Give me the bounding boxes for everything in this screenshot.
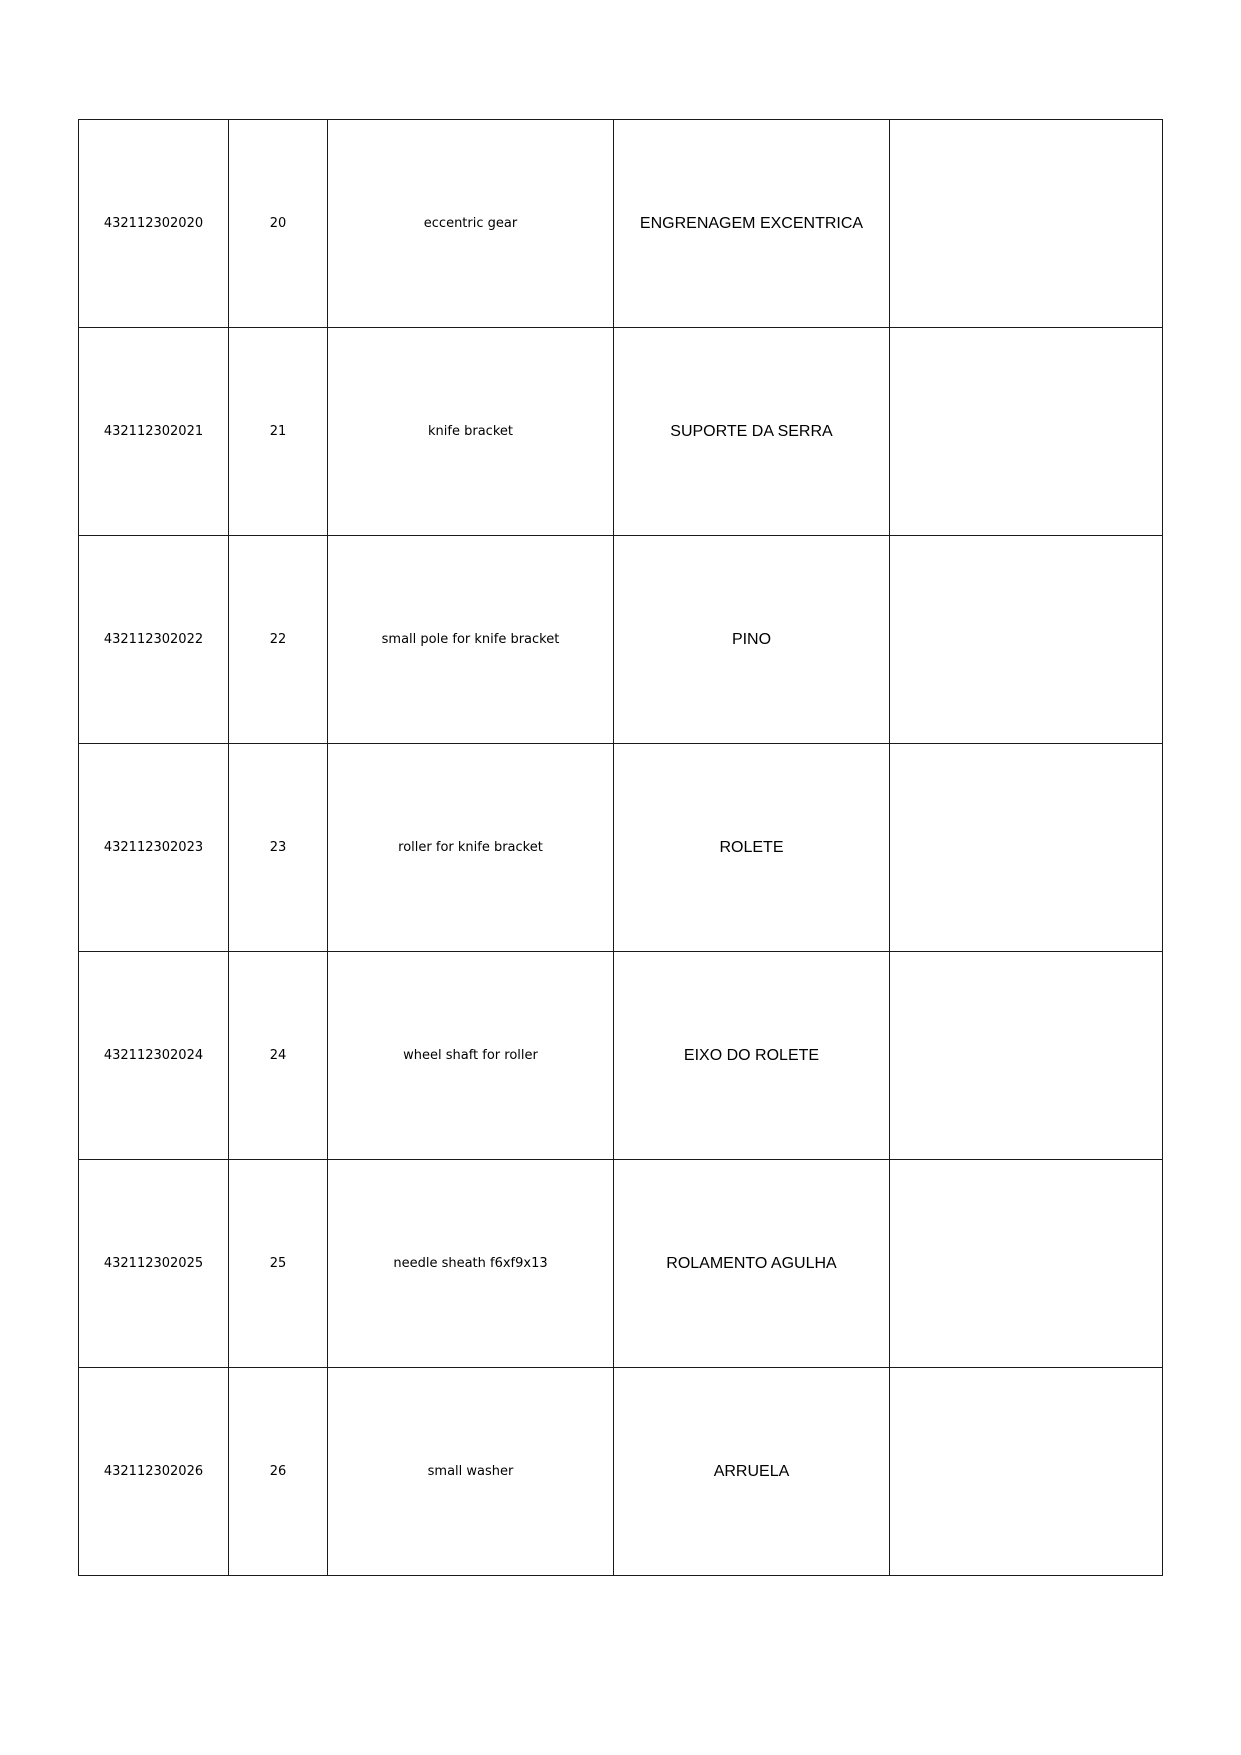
position-cell: 26 [229, 1368, 328, 1576]
english-description-cell: eccentric gear [328, 120, 614, 328]
part-code-cell: 432112302021 [79, 328, 229, 536]
table-row [79, 536, 1163, 744]
english-description-cell: wheel shaft for roller [328, 952, 614, 1160]
part-code-cell: 432112302022 [79, 536, 229, 744]
parts-table [78, 119, 1163, 1576]
notes-cell [890, 120, 1163, 328]
english-description-cell: small pole for knife bracket [328, 536, 614, 744]
part-code-cell: 432112302026 [79, 1368, 229, 1576]
english-description-cell: knife bracket [328, 328, 614, 536]
position-cell: 21 [229, 328, 328, 536]
notes-cell [890, 1368, 1163, 1576]
part-code-cell: 432112302025 [79, 1160, 229, 1368]
table-row [79, 328, 1163, 536]
table-row [79, 952, 1163, 1160]
part-code-cell: 432112302023 [79, 744, 229, 952]
part-code-cell: 432112302020 [79, 120, 229, 328]
table-row [79, 744, 1163, 952]
portuguese-description-cell: ARRUELA [614, 1368, 890, 1576]
position-cell: 25 [229, 1160, 328, 1368]
english-description-cell: needle sheath f6xf9x13 [328, 1160, 614, 1368]
position-cell: 20 [229, 120, 328, 328]
portuguese-description-cell: ROLETE [614, 744, 890, 952]
part-code-cell: 432112302024 [79, 952, 229, 1160]
notes-cell [890, 744, 1163, 952]
parts-table-body [79, 120, 1163, 1576]
table-row [79, 120, 1163, 328]
notes-cell [890, 1160, 1163, 1368]
notes-cell [890, 328, 1163, 536]
notes-cell [890, 536, 1163, 744]
english-description-cell: small washer [328, 1368, 614, 1576]
position-cell: 22 [229, 536, 328, 744]
portuguese-description-cell: SUPORTE DA SERRA [614, 328, 890, 536]
table-row [79, 1160, 1163, 1368]
english-description-cell: roller for knife bracket [328, 744, 614, 952]
portuguese-description-cell: ENGRENAGEM EXCENTRICA [614, 120, 890, 328]
notes-cell [890, 952, 1163, 1160]
portuguese-description-cell: EIXO DO ROLETE [614, 952, 890, 1160]
table-row [79, 1368, 1163, 1576]
position-cell: 24 [229, 952, 328, 1160]
position-cell: 23 [229, 744, 328, 952]
portuguese-description-cell: ROLAMENTO AGULHA [614, 1160, 890, 1368]
portuguese-description-cell: PINO [614, 536, 890, 744]
